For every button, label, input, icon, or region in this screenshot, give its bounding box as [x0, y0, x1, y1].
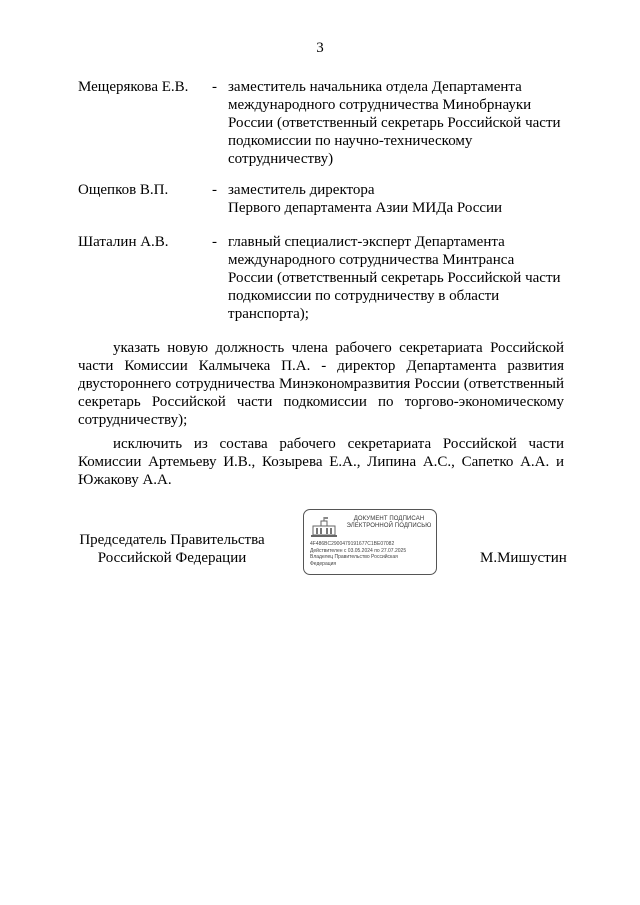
position-line: Председатель Правительства [79, 532, 265, 548]
electronic-signature-stamp [303, 509, 437, 575]
position-line: России (ответственный секретарь Российской части [228, 115, 561, 131]
member-name: Мещерякова Е.В. [78, 79, 189, 95]
member-position [228, 181, 568, 217]
position-line: международного сотрудничества Минобрнауки [228, 97, 532, 113]
paragraph-new-position: указать новую должность члена рабочего секретариата Российской части Комиссии Калмычека П.А. - директор Департамента развития двустороннего сотрудничества Минэкономразвития России (ответственный секретарь Российской части подкомиссии по торгово-экономическому сотрудничеству); [78, 340, 564, 428]
member-dash: - [212, 182, 217, 198]
stamp-title [344, 516, 434, 530]
position-line: Российской Федерации [97, 550, 247, 566]
position-line: Первого департамента Азии МИДа России [228, 200, 503, 216]
member-position [228, 78, 568, 168]
position-line: подкомиссии по научно-техническому [228, 133, 473, 149]
member-name: Шаталин А.В. [78, 234, 169, 250]
position-line: России (ответственный секретарь Российской части [228, 270, 561, 286]
position-line: подкомиссии по сотрудничеству в области [228, 288, 500, 304]
position-line: заместитель начальника отдела Департамента [228, 79, 522, 95]
page-number: 3 [316, 40, 324, 56]
stamp-owner: Федерация [310, 560, 337, 567]
building-emblem-icon [310, 516, 338, 538]
member-dash: - [212, 79, 217, 95]
stamp-validity: Действителен с 03.05.2024 по 27.07.2025 [310, 547, 407, 554]
signatory-position [78, 531, 266, 567]
member-dash: - [212, 234, 217, 250]
position-line: сотрудничеству) [228, 151, 334, 167]
position-line: заместитель директора [228, 182, 375, 198]
member-position [228, 233, 568, 323]
stamp-details [310, 541, 434, 567]
stamp-title-line: ДОКУМЕНТ ПОДПИСАН [353, 516, 425, 522]
position-line: главный специалист-эксперт Департамента [228, 234, 505, 250]
position-line: международного сотрудничества Минтранса [228, 252, 515, 268]
signatory-name: М.Мишустин [480, 550, 567, 566]
stamp-owner: Владелец Правительство Российская [310, 554, 398, 560]
stamp-title-line: ЭЛЕКТРОННОЙ ПОДПИСЬЮ [346, 523, 432, 529]
paragraph-exclude: исключить из состава рабочего секретариата Российской части Комиссии Артемьеву И.В., Козырева Е.А., Липина А.С., Сапетко А.А. и Южакову А.А. [78, 436, 564, 488]
member-name: Ощепков В.П. [78, 182, 169, 198]
stamp-certificate: 4F486BC2900479191677C1BE07082 [310, 541, 395, 547]
position-line: транспорта); [228, 306, 309, 322]
